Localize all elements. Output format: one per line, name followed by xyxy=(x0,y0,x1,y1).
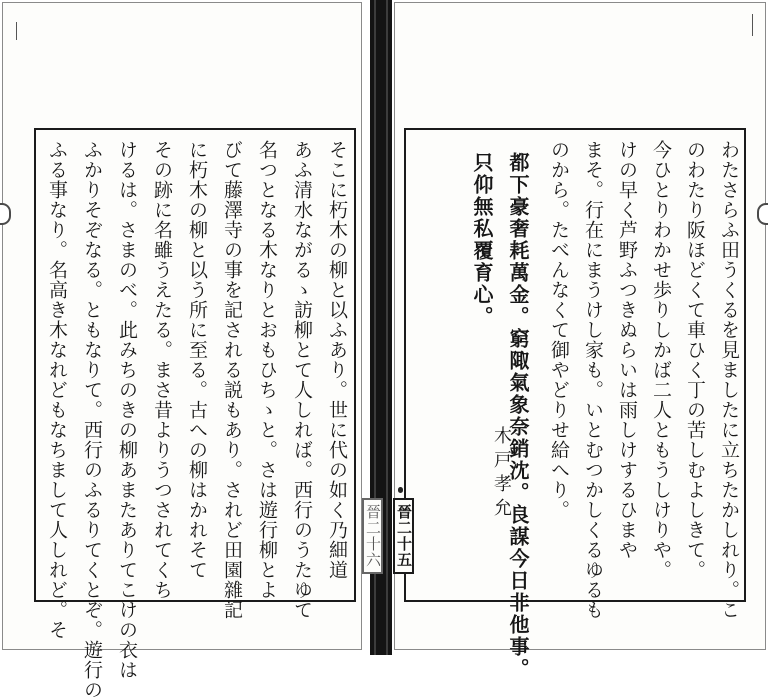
text-column: のから。たべんなくて御やどりせ給へり。 xyxy=(548,140,570,520)
text-column: そこに朽木の柳と以ふあり。世に代の如く乃細道 xyxy=(326,140,348,580)
left-text-frame xyxy=(34,128,356,700)
text-column: 名つとなる木なりとおもひちゝと。さは遊行柳とよ xyxy=(256,140,278,600)
folio-label: 晉二十六 xyxy=(362,498,383,574)
margin-mark xyxy=(16,22,17,40)
margin-mark xyxy=(752,14,753,36)
ink-spot xyxy=(398,487,403,493)
text-column: に朽木の柳と以う所に至る。古への柳はかれそて xyxy=(186,140,208,580)
text-column: まそ。行在にまうけし家も。いとむつかしくるゆるも xyxy=(582,140,604,620)
text-column: けの早く芦野ふつきぬらいは雨しけするひまや xyxy=(616,140,638,560)
text-column: あふ清水ながるゝ訪柳とて人しれば。西行のうたゆて xyxy=(291,140,313,620)
text-column: ふる事なり。名高き木なれどもなちまして人しれど。そ xyxy=(46,140,68,640)
text-column: その跡に名雖うえたる。まさ昔よりうつされてくち xyxy=(151,140,173,600)
folio-label: 晉二十五 xyxy=(393,498,414,574)
text-column: びて藤澤寺の事を記される説もあり。されど田園雜記 xyxy=(221,140,243,620)
binding-edge xyxy=(386,0,388,655)
poem-line: 只仰無私覆育心。 xyxy=(470,152,494,328)
text-column: わたさらふ田うくるを見ましたに立ちたかしれり。こ xyxy=(718,140,740,620)
page-edge-tab xyxy=(757,203,768,225)
text-column: のわたり阪ほどくて車ひく丁の苦しむよしきて。 xyxy=(684,140,706,580)
poem-author: 木戸孝允 xyxy=(491,426,512,522)
right-text-frame xyxy=(404,128,746,680)
page-edge-tab xyxy=(0,203,11,225)
poem-line: 都下豪奢耗萬金。窮陬氣象奈銷沈。良謀今日非他事。 xyxy=(506,152,530,680)
text-column: けるは。さまのべ。此みちのきの柳あまたありてこけの衣は xyxy=(116,140,138,680)
text-column: 今ひとりわかせ歩りしかば二人ともうしけりや。 xyxy=(650,140,672,580)
text-column: ふかりそぞなる。ともなりて。西行のふるりてくとぞ。遊行の xyxy=(81,140,103,700)
